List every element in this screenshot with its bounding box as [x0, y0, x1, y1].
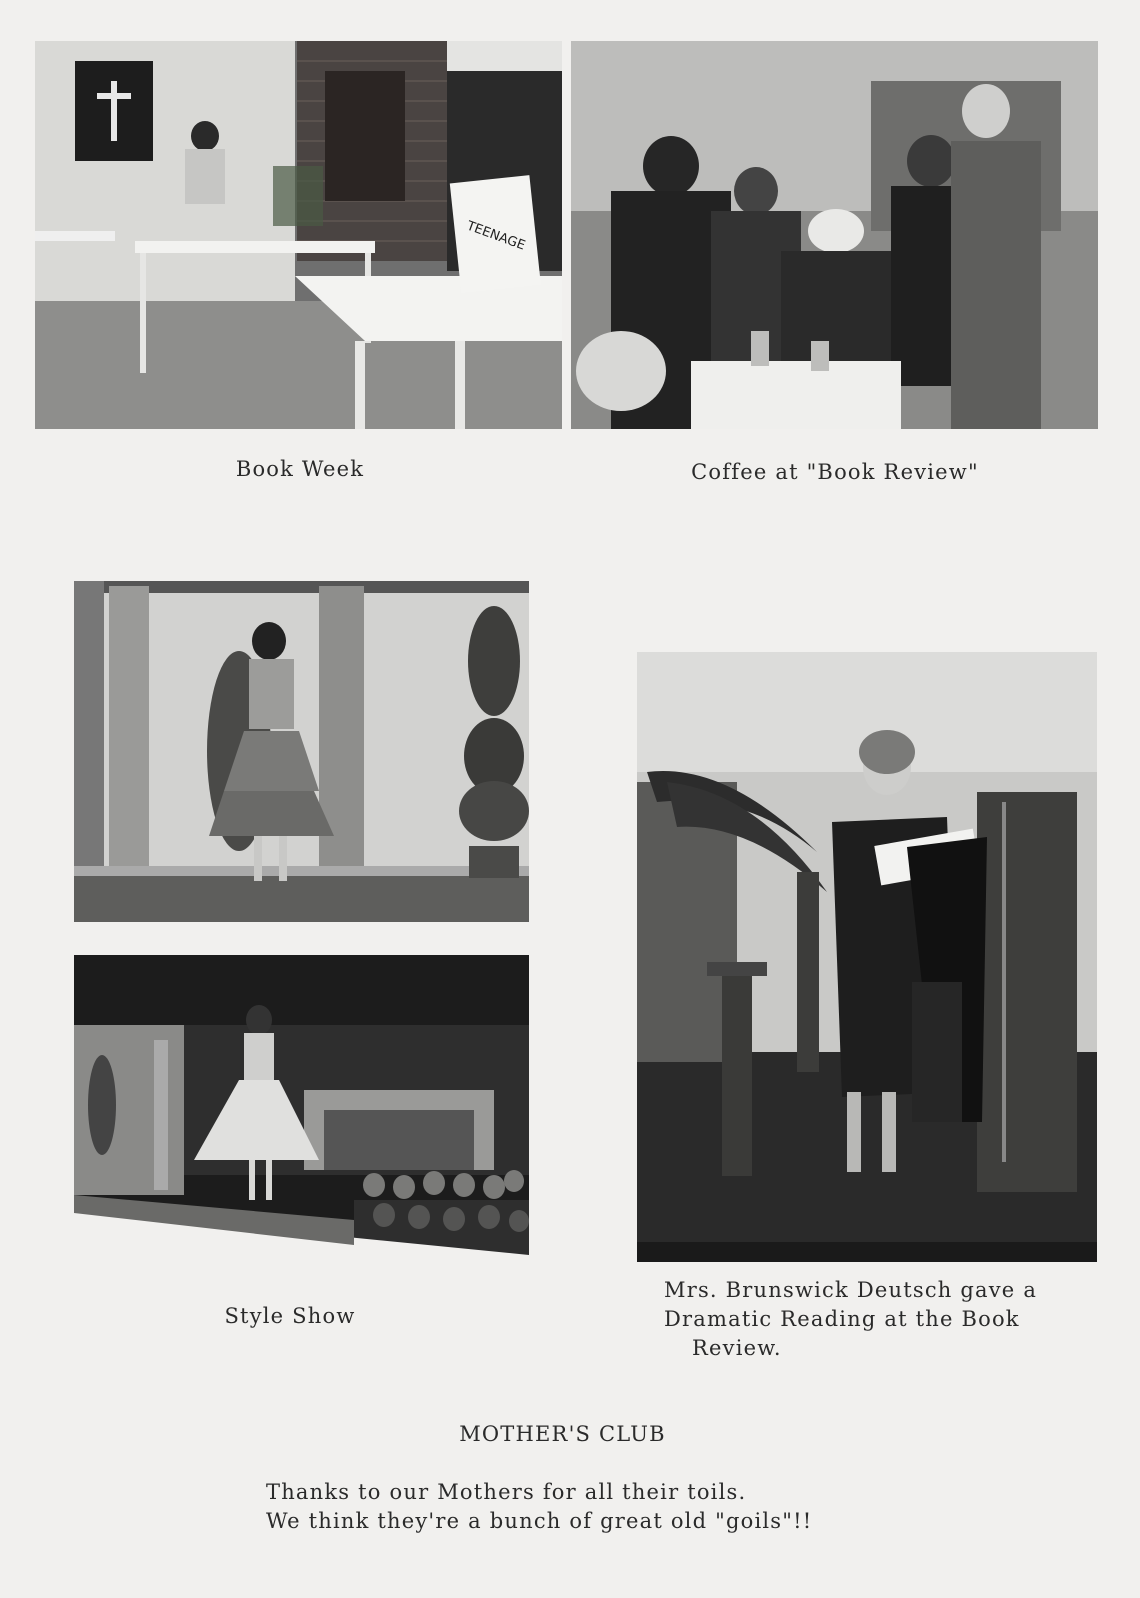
reading-caption-line1: Mrs. Brunswick Deutsch gave a	[664, 1278, 1038, 1302]
book-week-photo	[35, 41, 562, 429]
poem-line-1: Thanks to our Mothers for all their toils.	[266, 1480, 747, 1504]
coffee-photo	[571, 41, 1098, 429]
poem-line-2: We think they're a bunch of great old "goils"!!	[266, 1509, 813, 1533]
dramatic-reading-photo	[637, 652, 1097, 1262]
reading-caption-line3: Review.	[692, 1336, 782, 1360]
teenage-sign-text: TEENAGE	[464, 218, 528, 254]
style-show-caption: Style Show	[224, 1304, 356, 1328]
club-title: MOTHER'S CLUB	[459, 1422, 666, 1446]
style-show-photo-bottom	[74, 955, 529, 1300]
coffee-caption: Coffee at "Book Review"	[691, 460, 979, 484]
book-week-caption: Book Week	[235, 457, 365, 481]
reading-caption-line2: Dramatic Reading at the Book	[664, 1307, 1020, 1331]
style-show-photo-top	[74, 581, 529, 922]
